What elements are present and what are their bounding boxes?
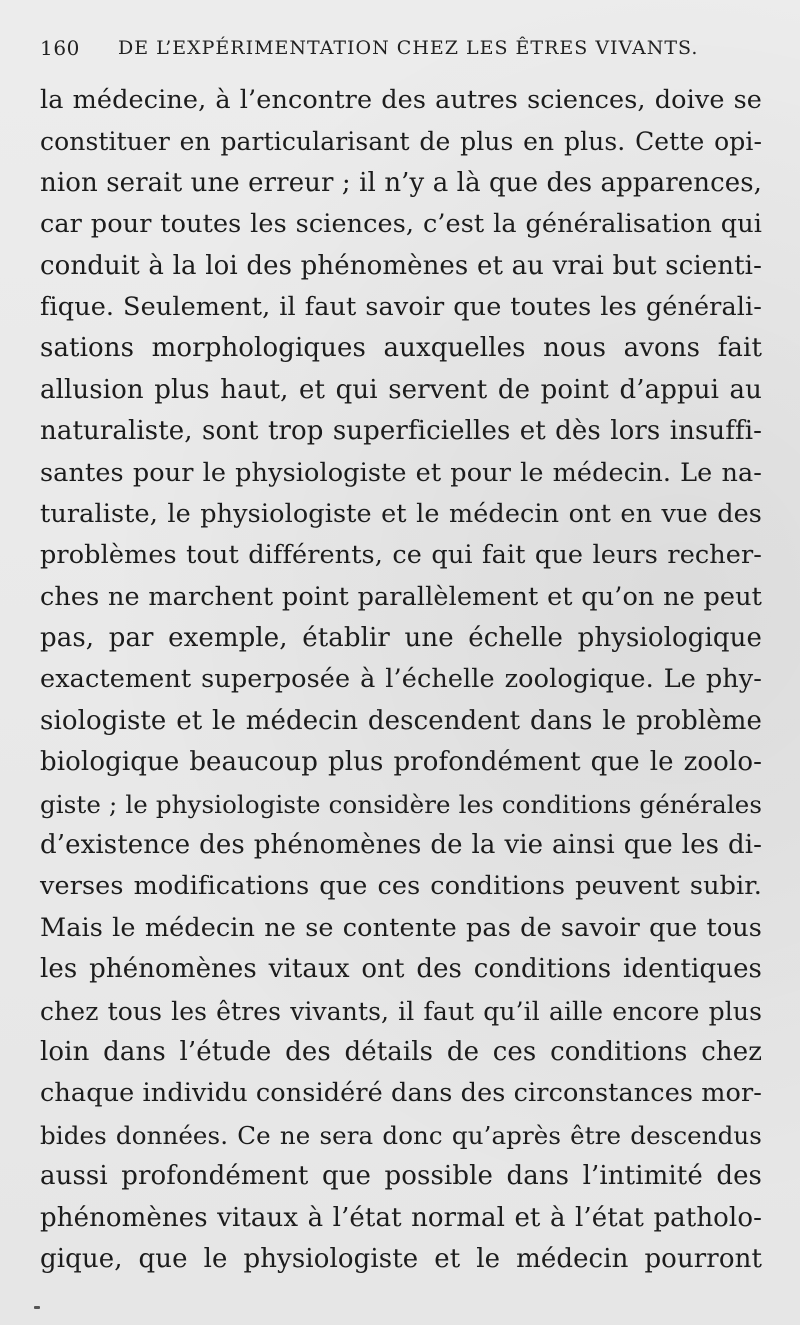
text-line: siologiste et le médecin descendent dans le problème <box>40 705 762 736</box>
page-number: 160 <box>40 36 80 60</box>
text-line: les phénomènes vitaux ont des conditions identiques <box>40 954 762 985</box>
text-line: car pour toutes les sciences, c’est la généralisation qui <box>40 209 762 240</box>
margin-mark <box>34 1306 40 1309</box>
running-header <box>40 36 730 68</box>
text-line: phénomènes vitaux à l’état normal et à l’état patholo- <box>40 1202 762 1233</box>
text-line: aussi profondément que possible dans l’intimité des <box>40 1161 762 1192</box>
text-line: chaque individu considéré dans des circonstances mor- <box>40 1078 763 1109</box>
text-line: verses modifications que ces conditions peuvent subir. <box>40 871 762 902</box>
text-line: chez tous les êtres vivants, il faut qu’il aille encore plus <box>40 996 762 1026</box>
text-line: nion serait une erreur ; il n’y a là que des apparences, <box>40 167 763 198</box>
text-line: Mais le médecin ne se contente pas de savoir que tous <box>40 912 762 943</box>
text-line: giste ; le physiologiste considère les conditions générales <box>40 789 762 819</box>
text-line: sations morphologiques auxquelles nous avons fait <box>40 333 762 364</box>
text-line: constituer en particularisant de plus en plus. Cette opi- <box>40 127 762 157</box>
text-line: problèmes tout différents, ce qui fait que leurs recher- <box>40 540 762 571</box>
text-line: exactement superposée à l’échelle zoologique. Le phy- <box>40 664 762 695</box>
text-line: biologique beaucoup plus profondément que le zoolo- <box>40 747 762 778</box>
text-line: fique. Seulement, il faut savoir que toutes les générali- <box>40 291 762 322</box>
running-title: DE L’EXPÉRIMENTATION CHEZ LES ÊTRES VIVANTS. <box>118 37 699 59</box>
text-line: pas, par exemple, établir une échelle physiologique <box>40 623 762 654</box>
text-line: bides données. Ce ne sera donc qu’après être descendus <box>40 1120 762 1150</box>
text-line: la médecine, à l’encontre des autres sciences, doive se <box>40 85 762 115</box>
text-line: naturaliste, sont trop superficielles et dès lors insuffi- <box>40 416 762 447</box>
text-line: allusion plus haut, et qui servent de point d’appui au <box>40 374 762 405</box>
text-line: gique, que le physiologiste et le médecin pourront <box>40 1243 762 1274</box>
body-text <box>40 80 762 1280</box>
text-line: santes pour le physiologiste et pour le médecin. Le na- <box>40 457 762 488</box>
text-line: ches ne marchent point parallèlement et qu’on ne peut <box>40 581 762 612</box>
text-line: loin dans l’étude des détails de ces conditions chez <box>40 1036 762 1067</box>
text-line: conduit à la loi des phénomènes et au vrai but scienti- <box>40 250 762 281</box>
text-line: turaliste, le physiologiste et le médecin ont en vue des <box>40 498 762 529</box>
text-line: d’existence des phénomènes de la vie ainsi que les di- <box>40 830 762 861</box>
